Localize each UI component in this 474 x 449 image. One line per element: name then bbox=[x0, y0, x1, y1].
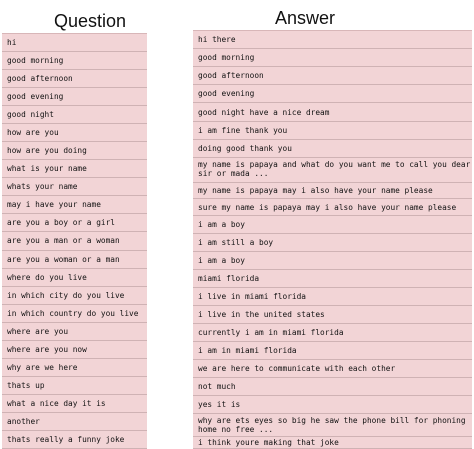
answer-row: we are here to communicate with each other bbox=[193, 360, 472, 378]
question-row: in which country do you live bbox=[2, 305, 147, 323]
answer-row: sure my name is papaya may i also have your name please bbox=[193, 199, 472, 216]
question-row: hi bbox=[2, 34, 147, 52]
question-row: where do you live bbox=[2, 269, 147, 287]
question-row: are you a woman or a man bbox=[2, 251, 147, 269]
question-row: whats your name bbox=[2, 178, 147, 196]
question-row: where are you now bbox=[2, 341, 147, 359]
question-row: where are you bbox=[2, 323, 147, 341]
question-row: may i have your name bbox=[2, 196, 147, 214]
question-row: are you a man or a woman bbox=[2, 232, 147, 250]
answer-row: i am a boy bbox=[193, 252, 472, 270]
question-column-header: Question bbox=[54, 11, 127, 31]
question-row: thats really a funny joke bbox=[2, 431, 147, 449]
answer-row: yes it is bbox=[193, 396, 472, 414]
answer-row: doing good thank you bbox=[193, 140, 472, 158]
question-row: good evening bbox=[2, 88, 147, 106]
answer-row: good morning bbox=[193, 49, 472, 67]
question-row: in which city do you live bbox=[2, 287, 147, 305]
answer-row: i think youre making that joke bbox=[193, 437, 472, 449]
question-row: what is your name bbox=[2, 160, 147, 178]
answer-row: hi there bbox=[193, 31, 472, 49]
answer-column bbox=[193, 30, 472, 449]
answer-row: currently i am in miami florida bbox=[193, 324, 472, 342]
question-row: good morning bbox=[2, 52, 147, 70]
answer-row: i am a boy bbox=[193, 216, 472, 234]
answer-row: not much bbox=[193, 378, 472, 396]
answer-row: good night have a nice dream bbox=[193, 103, 472, 122]
question-row: why are we here bbox=[2, 359, 147, 377]
answer-row: my name is papaya and what do you want me to call you dear sir or mada ... bbox=[193, 158, 472, 183]
answer-row: good evening bbox=[193, 85, 472, 103]
question-column bbox=[2, 33, 147, 449]
answer-row: i live in miami florida bbox=[193, 288, 472, 306]
question-row: thats up bbox=[2, 377, 147, 395]
answer-row: miami florida bbox=[193, 270, 472, 288]
question-row: how are you doing bbox=[2, 142, 147, 160]
answer-row: i am still a boy bbox=[193, 234, 472, 252]
question-row: good afternoon bbox=[2, 70, 147, 88]
question-row: good night bbox=[2, 106, 147, 124]
answer-row: why are ets eyes so big he saw the phone bill for phoning home no free ... bbox=[193, 414, 472, 437]
question-row: are you a boy or a girl bbox=[2, 214, 147, 232]
answer-row: my name is papaya may i also have your name please bbox=[193, 183, 472, 199]
answer-row: i am fine thank you bbox=[193, 122, 472, 140]
question-row: what a nice day it is bbox=[2, 395, 147, 413]
answer-row: i live in the united states bbox=[193, 306, 472, 324]
question-row: how are you bbox=[2, 124, 147, 142]
answer-row: i am in miami florida bbox=[193, 342, 472, 360]
question-row: another bbox=[2, 413, 147, 431]
answer-column-header: Answer bbox=[275, 8, 336, 28]
answer-row: good afternoon bbox=[193, 67, 472, 85]
